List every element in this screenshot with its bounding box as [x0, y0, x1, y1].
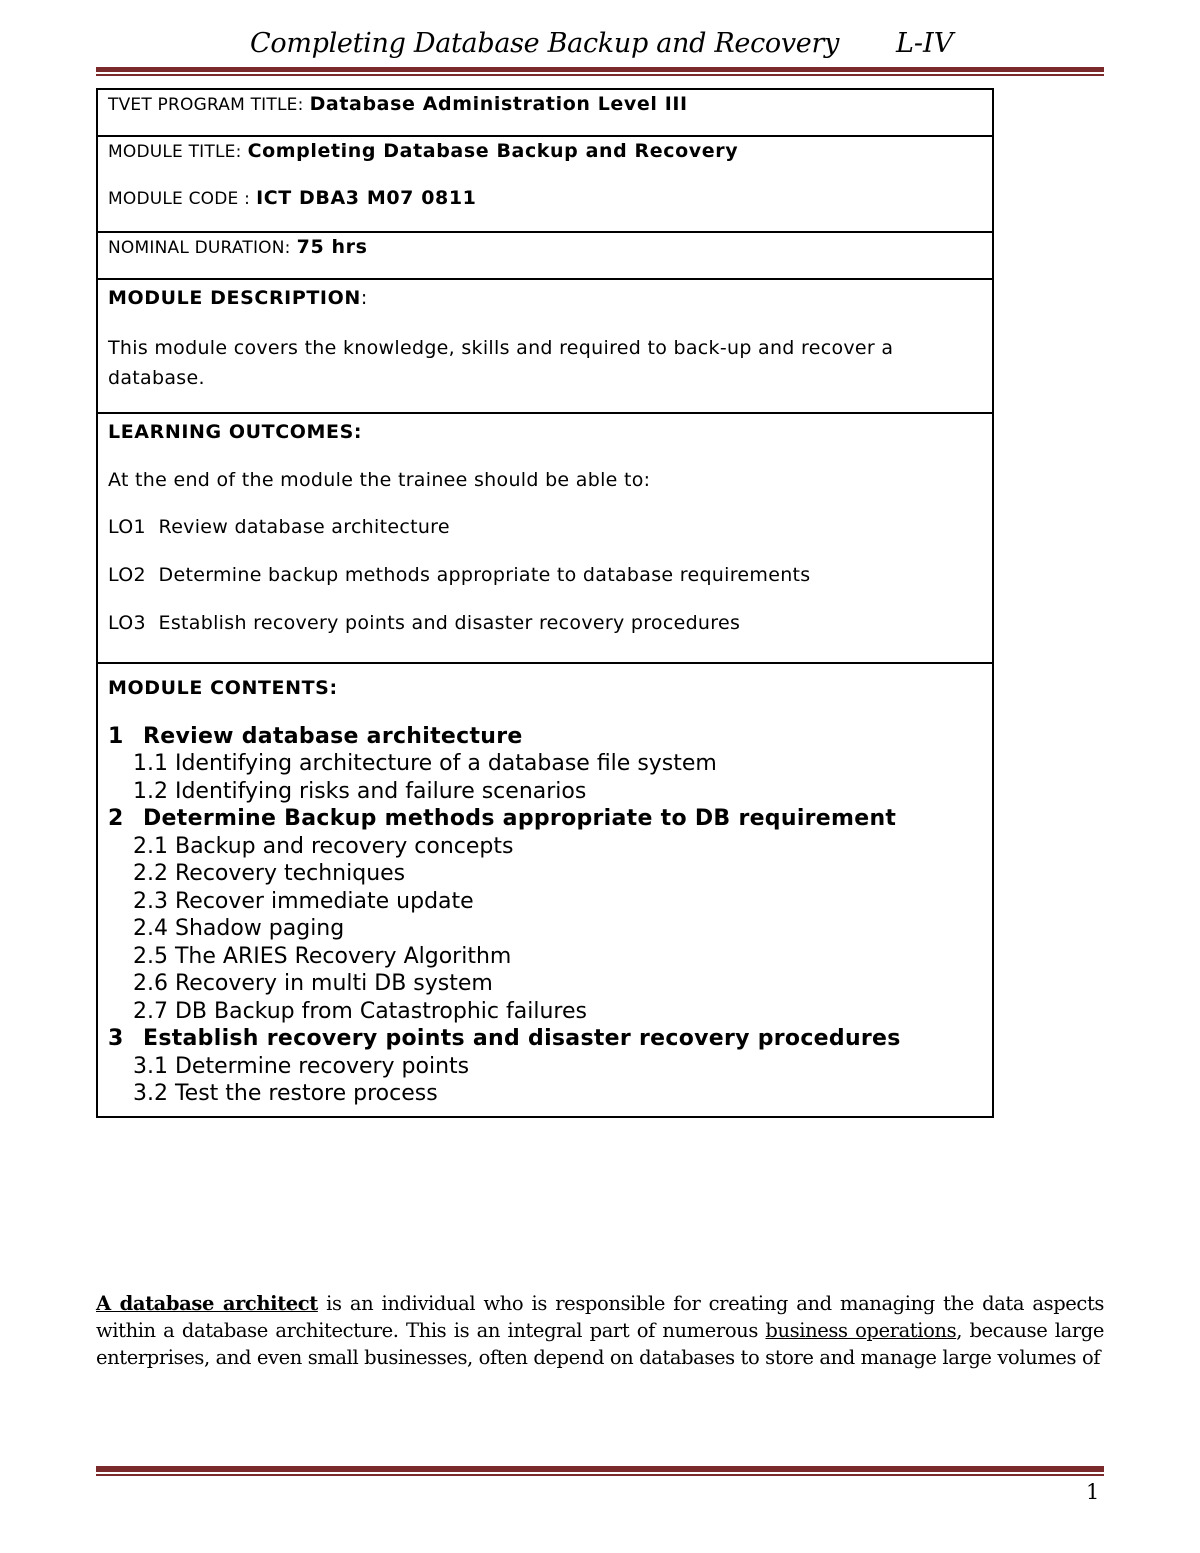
content-subsection: 2.6 Recovery in multi DB system	[133, 971, 493, 997]
body-text-part-2: , because large enterprises, and even small businesses, often depend on databases to store and manage large volumes of	[96, 1319, 1105, 1369]
header-rule-thin	[96, 74, 1104, 76]
footer-rule-thick	[96, 1466, 1104, 1472]
description-row	[97, 279, 993, 413]
contents-row	[97, 663, 993, 1117]
outcome-item	[108, 563, 982, 588]
defined-term: A database architect	[96, 1292, 318, 1315]
section-number: 2	[108, 806, 124, 832]
content-subsection: 2.5 The ARIES Recovery Algorithm	[133, 943, 512, 969]
program-title-value: Database Administration Level III	[309, 93, 688, 115]
content-subsection: 2.2 Recovery techniques	[133, 861, 406, 887]
business-operations-link[interactable]: business operations	[765, 1319, 957, 1342]
header-level: L-IV	[896, 28, 954, 59]
duration-label: NOMINAL DURATION:	[108, 238, 291, 258]
module-code-value: ICT DBA3 M07 0811	[256, 186, 477, 209]
content-subsection: 3.2 Test the restore process	[133, 1081, 438, 1107]
body-paragraph	[96, 1290, 1104, 1371]
description-text: This module covers the knowledge, skills and required to back-up and recover a database.	[108, 336, 894, 389]
content-subsection: 2.4 Shadow paging	[133, 916, 345, 942]
section-title: Determine Backup methods appropriate to DB requirement	[143, 806, 897, 832]
duration-value: 75 hrs	[296, 236, 368, 258]
description-colon: :	[360, 287, 368, 309]
outcomes-heading: LEARNING OUTCOMES:	[108, 421, 363, 443]
module-title-row	[97, 136, 993, 232]
section-number: 3	[108, 1026, 124, 1052]
outcome-code: LO2	[108, 564, 146, 587]
description-heading: MODULE DESCRIPTION	[108, 287, 361, 309]
module-code-label: MODULE CODE :	[108, 188, 251, 209]
content-subsection: 2.1 Backup and recovery concepts	[133, 833, 514, 859]
content-subsection: 2.7 DB Backup from Catastrophic failures	[133, 998, 587, 1024]
duration-row	[97, 232, 993, 279]
outcome-code: LO1	[108, 516, 146, 539]
module-info-table	[96, 88, 994, 1118]
footer-rule-thin	[96, 1474, 1104, 1476]
body-text-part-1: is an individual who is responsible for creating and managing the data aspects within a database architecture. This is an integral part of numerous	[96, 1292, 1104, 1342]
section-title: Review database architecture	[143, 723, 523, 749]
program-title-row	[97, 89, 993, 136]
content-subsection: 1.1 Identifying architecture of a database file system	[133, 751, 717, 777]
contents-list	[108, 723, 982, 1108]
content-subsection: 3.1 Determine recovery points	[133, 1053, 470, 1079]
module-title-value: Completing Database Backup and Recovery	[247, 140, 739, 162]
content-subsection: 1.2 Identifying risks and failure scenarios	[133, 778, 587, 804]
section-number: 1	[108, 723, 124, 749]
content-section	[108, 723, 982, 751]
header-title: Completing Database Backup and Recovery	[250, 28, 840, 59]
outcome-text: Establish recovery points and disaster recovery procedures	[158, 611, 741, 634]
outcomes-intro: At the end of the module the trainee should be able to:	[108, 468, 651, 491]
outcome-code: LO3	[108, 611, 146, 634]
page-number: 1	[1086, 1480, 1100, 1504]
program-title-label: TVET PROGRAM TITLE:	[108, 95, 304, 115]
outcomes-row	[97, 413, 993, 663]
content-subsection: 2.3 Recover immediate update	[133, 888, 474, 914]
page-header	[96, 28, 1104, 64]
outcome-text: Review database architecture	[158, 516, 450, 539]
outcome-item	[108, 611, 982, 636]
section-title: Establish recovery points and disaster recovery procedures	[143, 1026, 901, 1052]
content-section	[108, 1025, 982, 1053]
content-section	[108, 805, 982, 833]
outcome-text: Determine backup methods appropriate to database requirements	[158, 564, 811, 587]
contents-heading: MODULE CONTENTS:	[108, 677, 338, 699]
outcome-item	[108, 515, 982, 540]
header-rule-thick	[96, 67, 1104, 72]
module-title-label: MODULE TITLE:	[108, 142, 242, 162]
